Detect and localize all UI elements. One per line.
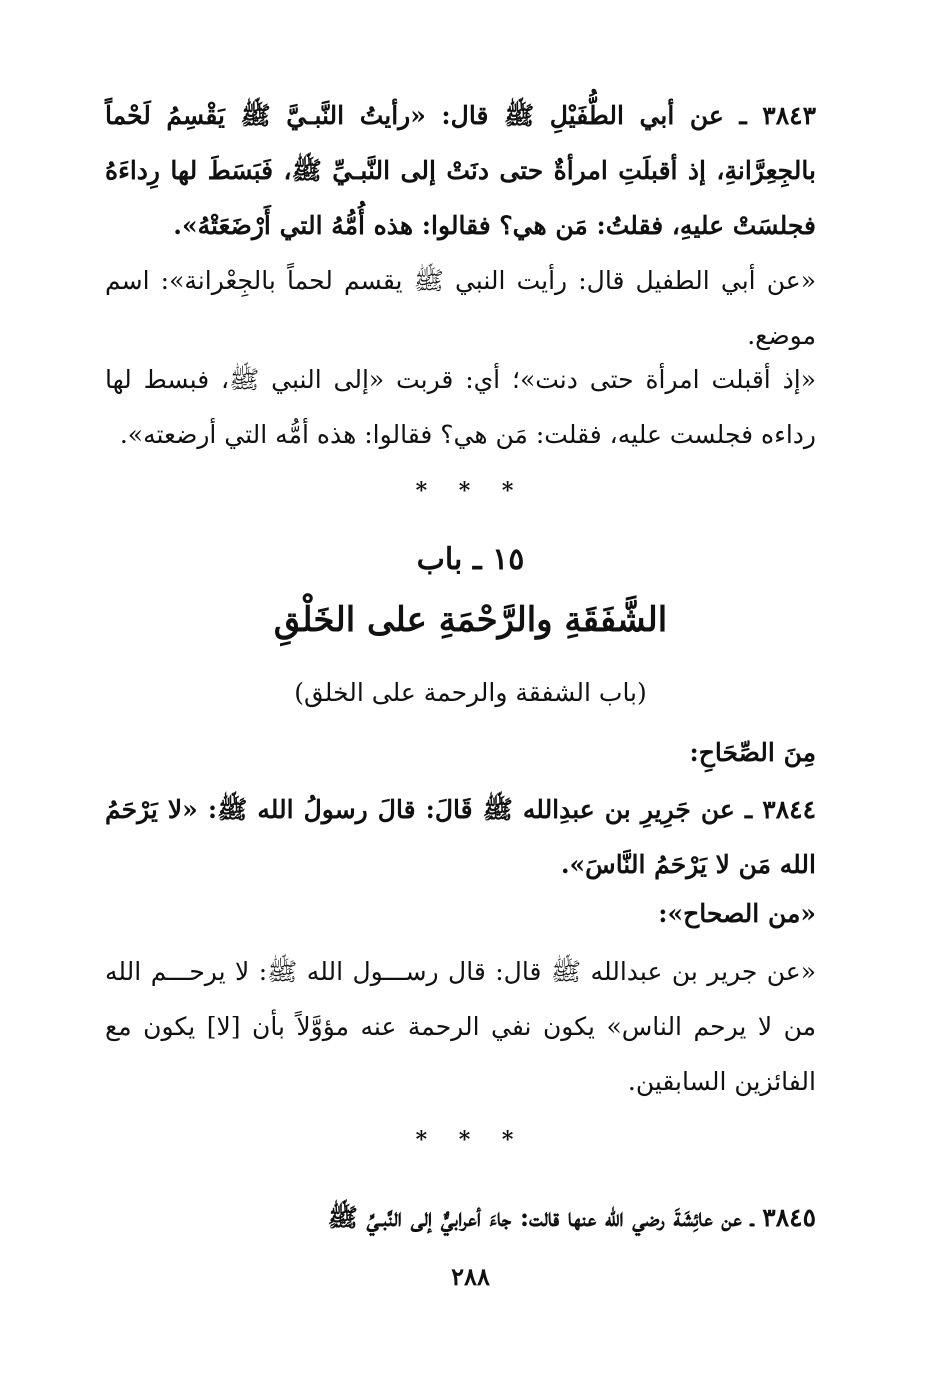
hadith-3844-commentary: «عن جرير بن عبدالله ﷺ قال: قال رســـول الله ﷺ: لا يرحـــم الله من لا يرحم الناس» يكون نفي الرحمة عنه مؤوَّلاً بأن [لا] يكون مع الفائزين السابقين. [105, 957, 816, 1096]
chapter-subtitle: (باب الشفقة والرحمة على الخلق) [294, 678, 647, 707]
section-separator: * * * [415, 478, 526, 504]
section-label: مِنَ الصِّحَاحِ: [689, 738, 816, 767]
hadith-3845-text: ٣٨٤٥ ـ عن عائِشَةَ رضي الله عنها قالت: جاءَ أعرابيٌّ إلى النَّبـيِّ ﷺ [327, 1203, 816, 1232]
chapter-title: الشَّفَقَةِ والرَّحْمَةِ على الخَلْقِ [273, 600, 668, 640]
chapter-number: ١٥ ـ باب [416, 542, 525, 577]
hadith-3843-text: ٣٨٤٣ ـ عن أبي الطُّفَيْلِ ﷺ قال: «رأيتُ النَّبـيَّ ﷺ يَقْسِمُ لَحْماً بالجِعِرَّانةِ، إذ أقبلَتِ امرأةٌ حتى دنَتْ إلى النَّبـيِّ ﷺ، فَبَسَطَ لها رِداءَهُ فجلسَتْ عليهِ، فقلتُ: مَن هي؟ فقالوا: هذه أُمُّهُ التي أَرْضَعَتْهُ». [105, 101, 816, 240]
hadith-3843-commentary-1: «عن أبي الطفيل قال: رأيت النبي ﷺ يقسم لحماً بالجِعْرانة»: اسم موضع. [105, 266, 816, 350]
section-separator-2: * * * [415, 1127, 526, 1153]
hadith-3844-text: ٣٨٤٤ ـ عن جَرِيرِ بن عبدِالله ﷺ قَالَ: قالَ رسولُ الله ﷺ: «لا يَرْحَمُ الله مَن لا يَرْحَمُ النَّاسَ». [105, 795, 816, 879]
hadith-3844-commentary-label: «من الصحاح»: [658, 899, 816, 928]
hadith-3843-commentary-2: «إذ أقبلت امرأة حتى دنت»؛ أي: قربت «إلى النبي ﷺ، فبسط لها رداءه فجلست عليه، فقلت: مَن هي؟ فقالوا: هذه أمُّه التي أرضعته». [105, 365, 816, 449]
page-number: ٢٨٨ [451, 1262, 490, 1291]
